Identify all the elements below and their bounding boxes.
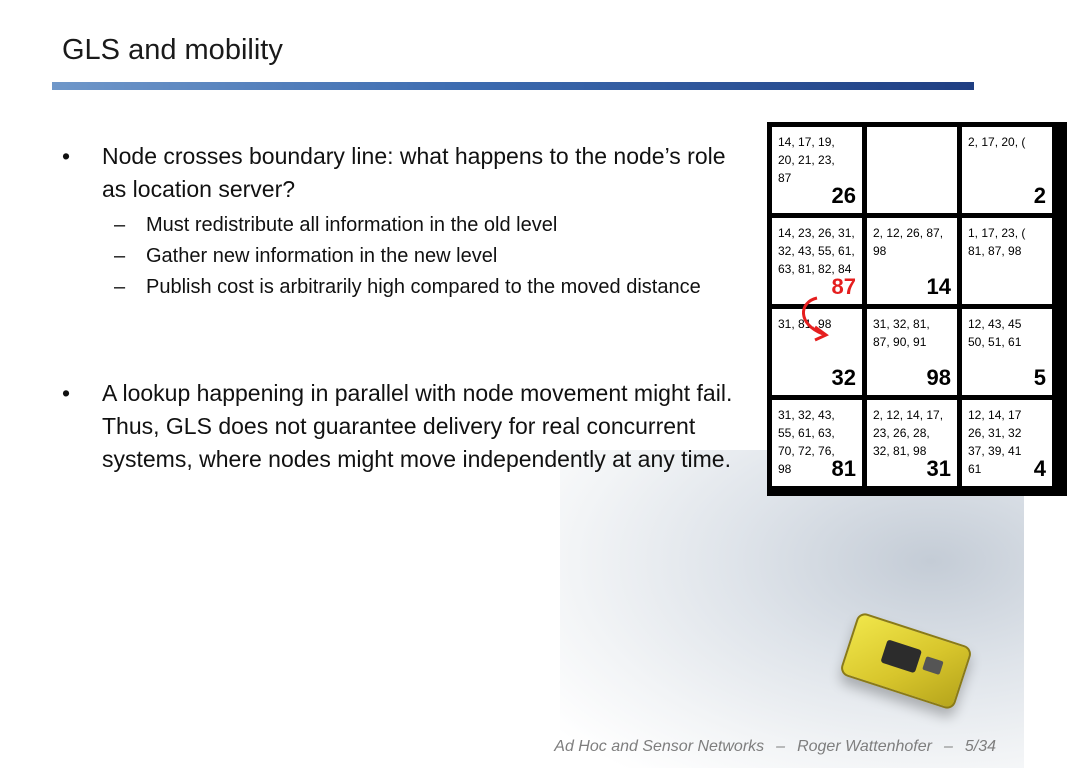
footer-separator: –: [943, 738, 953, 755]
cell-list: 1, 17, 23, ( 81, 87, 98: [968, 226, 1026, 258]
page-number: 5/34: [964, 738, 996, 755]
snow-background: [560, 450, 1024, 768]
cell-list: 14, 17, 19, 20, 21, 23, 87: [778, 135, 835, 185]
footer-separator: –: [776, 738, 786, 755]
cell-node-id: 4: [1033, 456, 1046, 481]
device-connector: [922, 656, 943, 675]
sub-bullet: – Publish cost is arbitrarily high compared to the moved distance: [102, 272, 742, 303]
grid-cell: [772, 400, 862, 486]
grid-cell: [867, 218, 957, 304]
cell-list: 31, 32, 81, 87, 90, 91: [873, 317, 930, 349]
bullet-list: [62, 140, 742, 476]
cell-node-id: 81: [831, 456, 856, 481]
moving-node-id: 87: [831, 274, 856, 299]
cell-list: 12, 14, 17 26, 31, 32 37, 39, 41 61: [968, 408, 1022, 476]
cell-node-id: 14: [926, 274, 951, 299]
grid-cell: [962, 309, 1052, 395]
cell-node-id: 5: [1033, 365, 1046, 390]
bullet-boundary: [62, 140, 742, 303]
slide-title: GLS and mobility: [62, 34, 283, 66]
sub-bullet: – Must redistribute all information in the old level: [102, 210, 742, 241]
bullet-lookup: [62, 377, 742, 476]
cell-node-id: 2: [1033, 183, 1046, 208]
slide-footer: [548, 738, 1002, 756]
grid-cell: [962, 400, 1052, 486]
bullet-text: A lookup happening in parallel with node movement might fail. Thus, GLS does not guarantee delivery for real concurrent systems, where nodes might move independently at any time.: [102, 380, 733, 472]
footer-course: Ad Hoc and Sensor Networks: [554, 738, 765, 755]
grid-cell: [867, 309, 957, 395]
cell-list: 2, 12, 14, 17, 23, 26, 28, 32, 81, 98: [873, 408, 944, 458]
grid-cell: [962, 127, 1052, 213]
cell-node-id: 31: [926, 456, 951, 481]
grid-cell: [772, 127, 862, 213]
cell-node-id: 98: [926, 365, 951, 390]
cell-node-id: 26: [831, 183, 856, 208]
cell-list: 14, 23, 26, 31, 32, 43, 55, 61, 63, 81, 82, 84: [778, 226, 855, 276]
cell-list: 31, 32, 43, 55, 61, 63, 70, 72, 76, 98: [778, 408, 835, 476]
cell-list: 12, 43, 45 50, 51, 61: [968, 317, 1022, 349]
device-module: [880, 639, 922, 673]
grid-cell: [962, 218, 1052, 304]
bullet-text: Node crosses boundary line: what happens to the node’s role as location server?: [102, 143, 726, 202]
sub-bullet-list: [102, 210, 742, 303]
grid-cell: [867, 400, 957, 486]
sub-bullet: – Gather new information in the new level: [102, 241, 742, 272]
cell-list: 2, 17, 20, (: [968, 135, 1026, 149]
move-arrow-icon: [795, 294, 839, 344]
grid-cell: [772, 218, 862, 304]
cell-list: 31, 81, 98: [778, 317, 832, 331]
cell-list: 2, 12, 26, 87, 98: [873, 226, 944, 258]
grid-cell: [867, 127, 957, 213]
cell-node-id: 32: [831, 365, 856, 390]
title-underline: [52, 82, 974, 90]
footer-author: Roger Wattenhofer: [797, 738, 932, 755]
